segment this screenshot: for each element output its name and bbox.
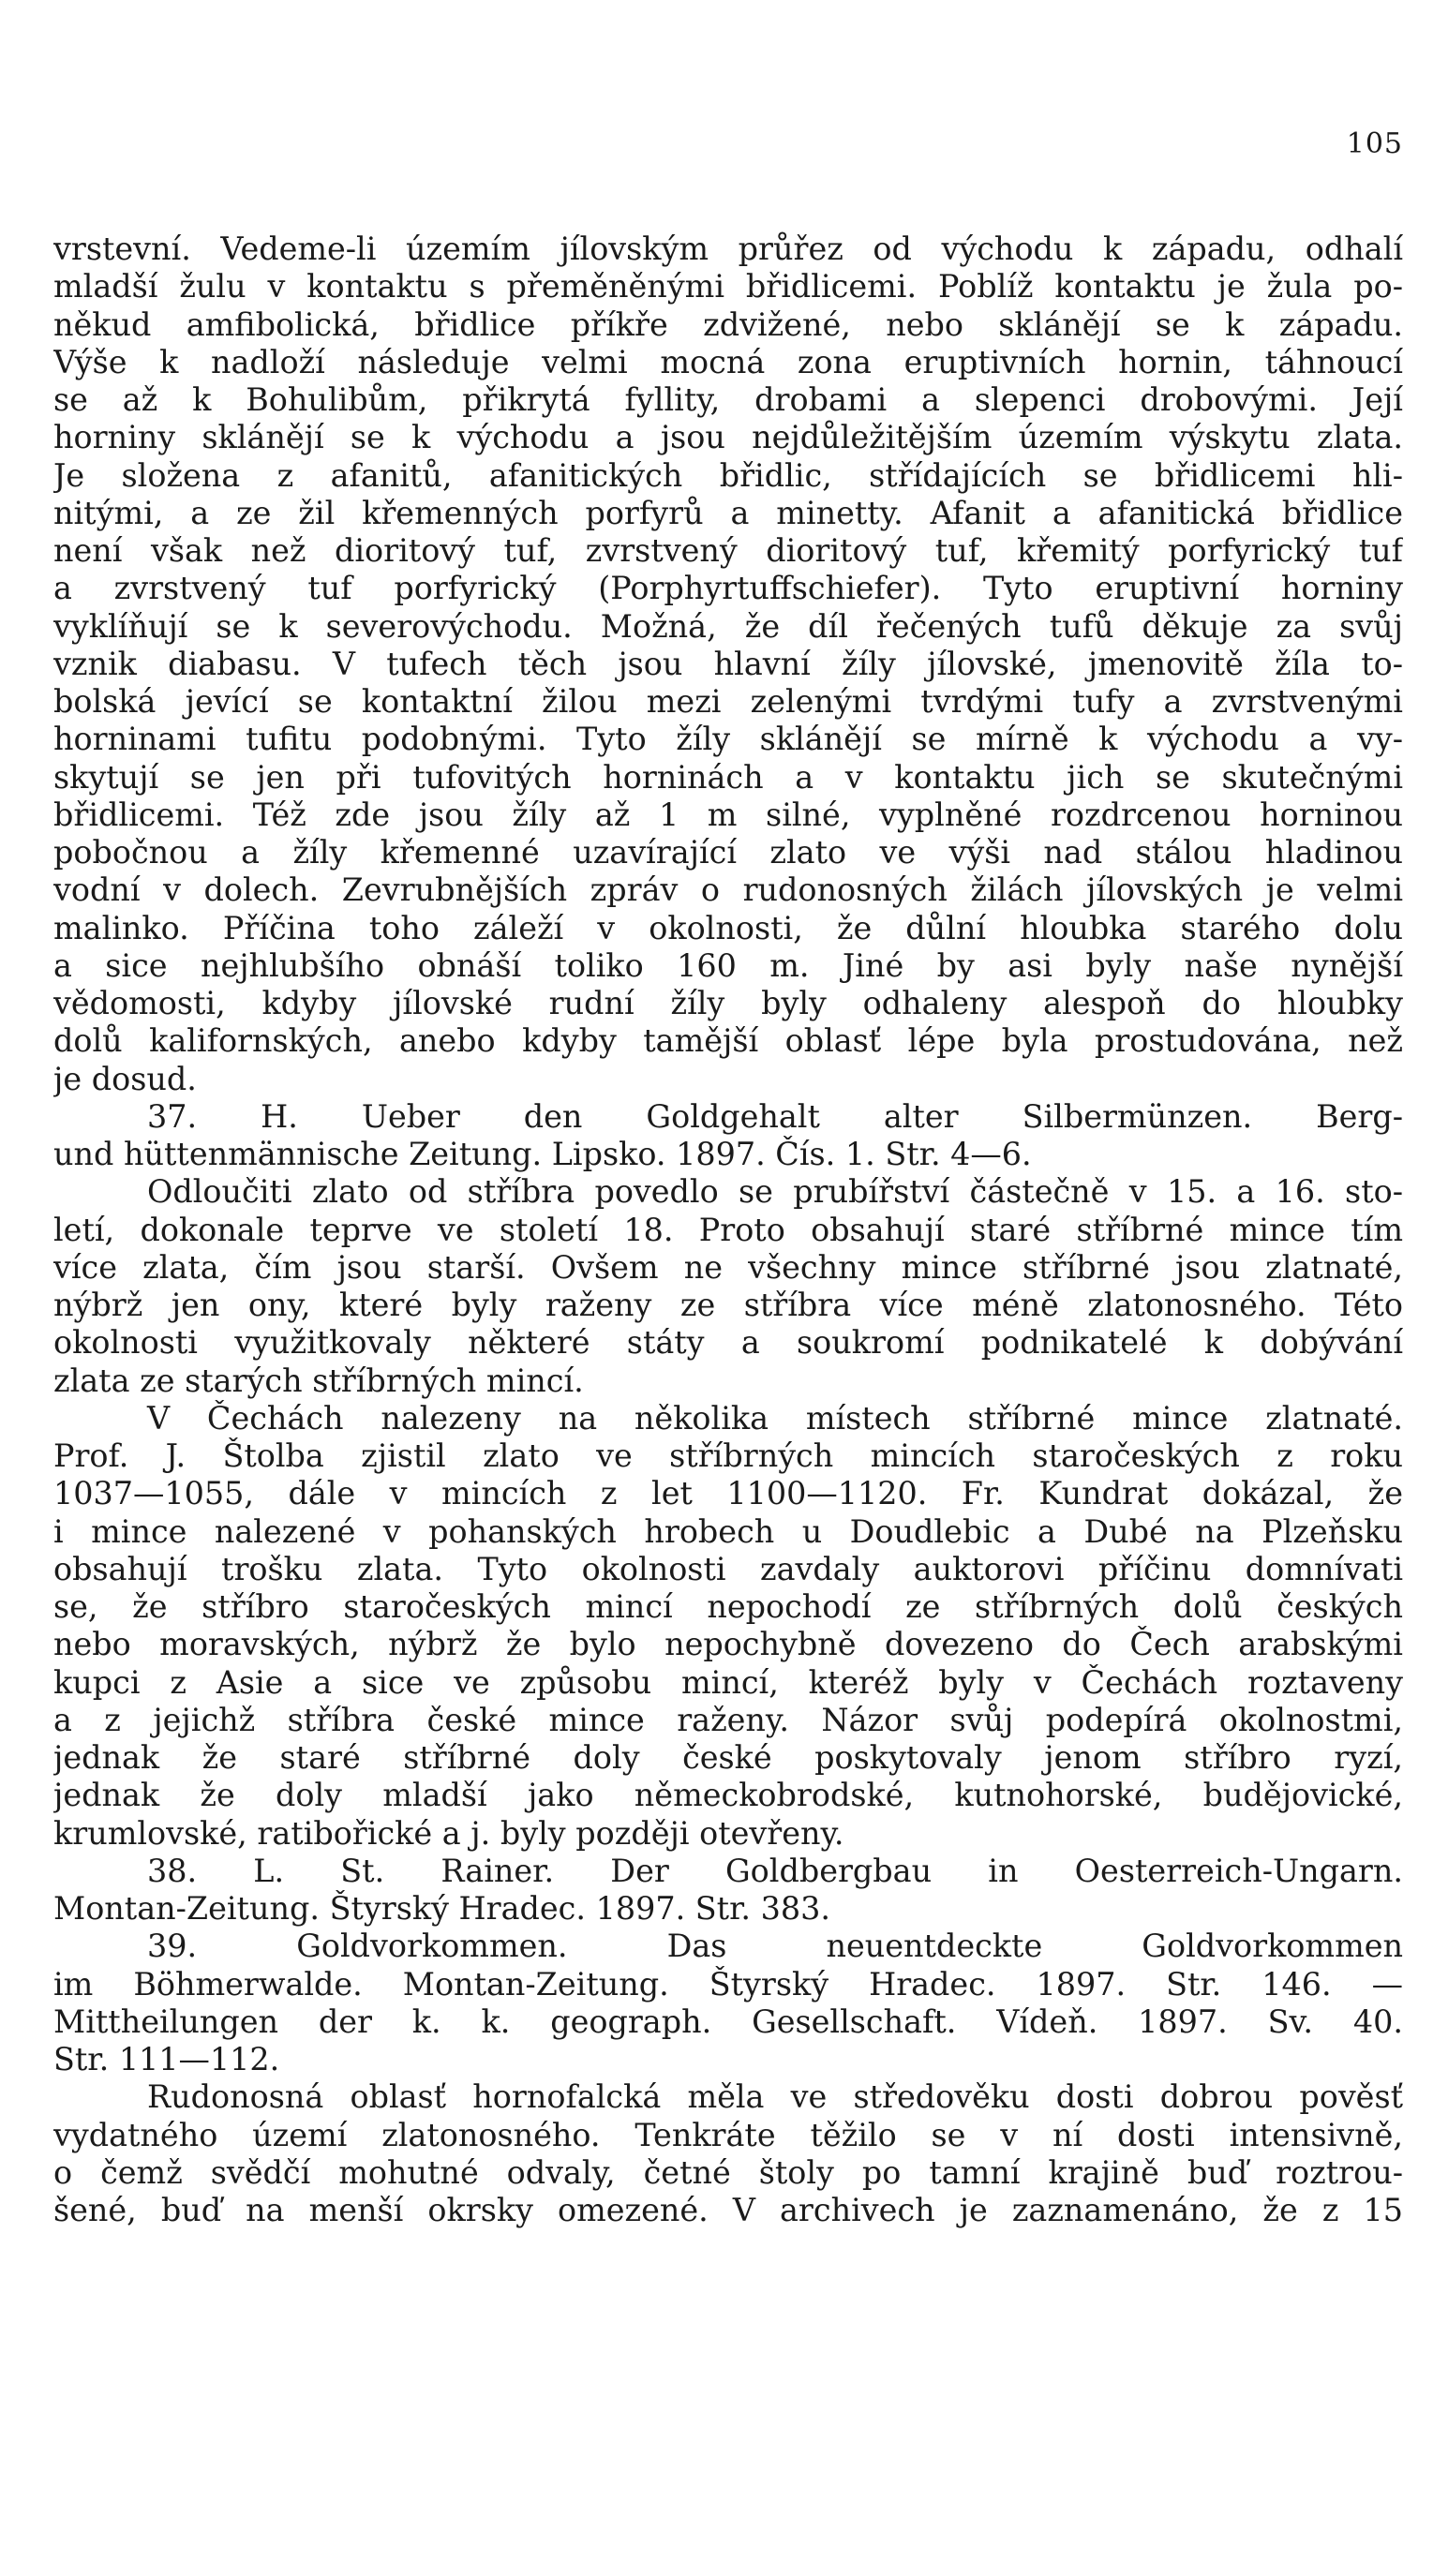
text-line: je dosud.	[53, 1060, 197, 1097]
text-line: vznik diabasu. V tufech těch jsou hlavní žíly jílovské, jmenovitě žíla to-	[53, 645, 1403, 682]
text-line: Výše k nadloží následuje velmi mocná zona eruptivních hornin, táhnoucí	[53, 343, 1403, 380]
text-line: dolů kalifornských, anebo kdyby tamější oblasť lépe byla prostudována, než	[53, 1022, 1403, 1060]
text-line: Je složena z afanitů, afanitických břidlic, střídajících se břidlicemi hli-	[53, 456, 1403, 494]
text-line: a z jejichž stříbra české mince raženy. Názor svůj podepírá okolnostmi,	[53, 1701, 1403, 1738]
text-line: vědomosti, kdyby jílovské rudní žíly byly odhaleny alespoň do hloubky	[53, 985, 1403, 1021]
text-line: se, že stříbro staročeských mincí nepochodí ze stříbrných dolů českých	[53, 1588, 1403, 1625]
text-line: více zlata, čím jsou starší. Ovšem ne všechny mince stříbrné jsou zlatnaté,	[53, 1248, 1403, 1286]
text-line: 1037—1055, dále v mincích z let 1100—1120. Fr. Kundrat dokázal, že	[53, 1475, 1403, 1512]
text-line: není však než dioritový tuf, zvrstvený dioritový tuf, křemitý porfyrický tuf	[53, 532, 1403, 569]
text-line: vydatného území zlatonosného. Tenkráte těžilo se v ní dosti intensivně,	[53, 2116, 1403, 2153]
text-line: horninami tufitu podobnými. Tyto žíly sklánějí se mírně k východu a vy-	[53, 721, 1403, 758]
text-line: i mince nalezené v pohanských hrobech u Doudlebic a Dubé na Plzeňsku	[53, 1512, 1403, 1550]
text-line: a zvrstvený tuf porfyrický (Porphyrtuffschiefer). Tyto eruptivní horniny	[53, 570, 1403, 607]
text-line: vrstevní. Vedeme-li územím jílovským průřez od východu k západu, odhalí	[53, 231, 1403, 267]
text-line: Odloučiti zlato od stříbra povedlo se prubířství částečně v 15. a 16. sto-	[147, 1173, 1403, 1211]
text-line: malinko. Příčina toho záleží v okolnosti, že důlní hloubka starého dolu	[53, 909, 1403, 946]
text-line: pobočnou a žíly křemenné uzavírající zlato ve výši nad stálou hladinou	[53, 834, 1403, 871]
text-line: Rudonosná oblasť hornofalcká měla ve středověku dosti dobrou pověsť	[147, 2078, 1403, 2116]
text-line: kupci z Asie a sice ve způsobu mincí, kteréž byly v Čechách roztaveny	[53, 1663, 1403, 1701]
text-line: Str. 111—112.	[53, 2041, 280, 2077]
text-line: 39. Goldvorkommen. Das neuentdeckte Goldvorkommen	[147, 1928, 1403, 1965]
text-line: skytují se jen při tufovitých horninách a v kontaktu jich se skutečnými	[53, 758, 1403, 796]
text-line: 38. L. St. Rainer. Der Goldbergbau in Oesterreich-Ungarn.	[147, 1852, 1403, 1889]
text-line: nebo moravských, nýbrž že bylo nepochybně dovezeno do Čech arabskými	[53, 1626, 1403, 1663]
text-line: Montan-Zeitung. Štyrský Hradec. 1897. Str. 383.	[53, 1890, 830, 1927]
text-line: vodní v dolech. Zevrubnějších zpráv o rudonosných žilách jílovských je velmi	[53, 871, 1403, 909]
text-line: horniny sklánějí se k východu a jsou nejdůležitějším územím výskytu zlata.	[53, 419, 1403, 456]
text-line: und hüttenmännische Zeitung. Lipsko. 1897. Čís. 1. Str. 4—6.	[53, 1136, 1032, 1172]
text-line: zlata ze starých stříbrných mincí.	[53, 1362, 584, 1399]
text-line: a sice nejhlubšího obnáší toliko 160 m. Jiné by asi byly naše nynější	[53, 946, 1403, 984]
text-line: o čemž svědčí mohutné odvaly, četné štoly po tamní krajině buď roztrou-	[53, 2153, 1403, 2191]
text-line: břidlicemi. Též zde jsou žíly až 1 m silné, vyplněné rozdrcenou horninou	[53, 796, 1403, 833]
page-number: 105	[1346, 127, 1403, 160]
text-line: jednak že doly mladší jako německobrodské, kutnohorské, budějovické,	[53, 1777, 1403, 1814]
text-line: vyklíňují se k severovýchodu. Možná, že díl řečených tufů děkuje za svůj	[53, 607, 1403, 645]
text-line: Mittheilungen der k. k. geograph. Gesellschaft. Vídeň. 1897. Sv. 40.	[53, 2003, 1403, 2040]
text-line: Prof. J. Štolba zjistil zlato ve stříbrných mincích staročeských z roku	[53, 1437, 1403, 1474]
text-line: nitými, a ze žil křemenných porfyrů a minetty. Afanit a afanitická břidlice	[53, 494, 1403, 531]
text-line: letí, dokonale teprve ve století 18. Proto obsahují staré stříbrné mince tím	[53, 1211, 1403, 1248]
text-line: okolnosti využitkovaly některé státy a soukromí podnikatelé k dobývání	[53, 1324, 1403, 1362]
text-line: bolská jevící se kontaktní žilou mezi zelenými tvrdými tufy a zvrstvenými	[53, 683, 1403, 720]
text-line: jednak že staré stříbrné doly české poskytovaly jenom stříbro ryzí,	[53, 1739, 1403, 1776]
text-line: krumlovské, ratibořické a j. byly později otevřeny.	[53, 1814, 844, 1852]
text-line: nýbrž jen ony, které byly raženy ze stříbra více méně zlatonosného. Této	[53, 1287, 1403, 1323]
text-line: V Čechách nalezeny na několika místech stříbrné mince zlatnaté.	[147, 1399, 1403, 1437]
text-line: někud amfibolická, břidlice příkře zdvižené, nebo sklánějí se k západu.	[53, 305, 1403, 343]
text-line: im Böhmerwalde. Montan-Zeitung. Štyrský Hradec. 1897. Str. 146. —	[53, 1965, 1403, 2003]
text-line: obsahují trošku zlata. Tyto okolnosti zavdaly auktorovi příčinu domnívati	[53, 1550, 1403, 1587]
text-line: se až k Bohulibům, přikrytá fyllity, drobami a slepenci drobovými. Její	[53, 381, 1403, 418]
text-line: šené, buď na menší okrsky omezené. V archivech je zaznamenáno, že z 15	[53, 2192, 1403, 2228]
text-line: mladší žulu v kontaktu s přeměněnými břidlicemi. Poblíž kontaktu je žula po-	[53, 268, 1403, 305]
text-line: 37. H. Ueber den Goldgehalt alter Silbermünzen. Berg-	[147, 1097, 1403, 1135]
body-text	[53, 231, 1403, 2229]
